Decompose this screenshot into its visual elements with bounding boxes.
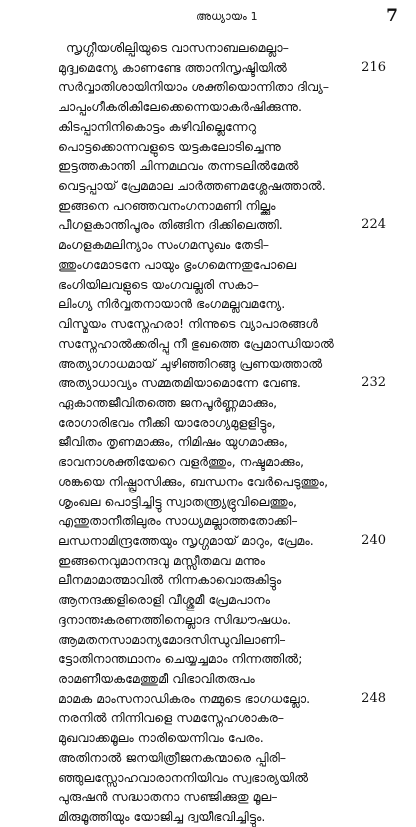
verse-line-text: രാമണീയകമേത്തുമീ വിഭാവിതരുപം — [58, 671, 255, 686]
verse-line — [0, 215, 416, 235]
verse-line-text: അത്യാധാവ്യം സമ്മതമിയാമൊന്നേ വേണ്ട. — [58, 375, 301, 391]
verse-line-text: മിരുമൂത്തിയും യോജിച്ച ദ്വയീഭവിച്ചിട്ടും. — [58, 809, 266, 825]
verse-line-text: ഏകാന്തജീവിതത്തെ ജനപൂർണ്ണമാക്കും, — [58, 394, 278, 410]
verse-line — [0, 708, 416, 728]
verse-line — [0, 373, 416, 393]
verse-line — [0, 137, 416, 157]
verse-line-text: ലന്ധനാമിന്ദ്രത്തേയും സൃഗ്ഗമായ് മാറും, പ്രേമം. — [58, 532, 314, 548]
verse-line-text: പൊട്ടക്കൊന്നവളുടെ യട്ടകലോടിച്ചെന്നു — [58, 138, 281, 154]
verse-line — [0, 334, 416, 354]
verse-line-text: കിടപ്പാനിനികൊട്ടം കഴിവില്ലെന്നേറു — [58, 118, 256, 134]
verse-line-text: രോഗാരിഭവം നീക്കി യാരോഗ്യമുളളിട്ടും, — [58, 414, 276, 430]
verse-line — [0, 669, 416, 689]
verse-line — [0, 570, 416, 590]
verse-line-text: ചാപ്പംഗീകരികിലേക്കെന്നെയാകർഷിക്കുന്നു. — [58, 99, 303, 115]
verse-body — [0, 38, 416, 827]
verse-line — [0, 97, 416, 117]
verse-line — [0, 196, 416, 216]
verse-line — [0, 294, 416, 314]
verse-line — [0, 748, 416, 768]
verse-line — [0, 689, 416, 709]
verse-line — [0, 58, 416, 78]
verse-line — [0, 768, 416, 788]
verse-line — [0, 314, 416, 334]
verse-line-text: ഞ്ഞുലസ്സോഹവാരാനനിയിവം സ്വഭാര്യയിൽ — [58, 769, 309, 785]
verse-line-text: എന്തുതാനീതിലുരം സാധ്യമല്ലാത്തതോക്കി– — [58, 513, 298, 529]
verse-line — [0, 728, 416, 748]
line-number: 224 — [361, 217, 386, 233]
verse-line — [0, 235, 416, 255]
verse-line-text: ഇട്ടത്തകാന്തി ചിന്നമഥവം തന്നടലിൽമേൽ — [58, 158, 299, 174]
verse-line-text: മുദ്ദ്വമെന്യേ കാണണ്ടേ ത്താനിസൃഷ്ടിയിൽ — [58, 59, 287, 75]
verse-line-text: ആമതനസാമാന്യമോദസിന്ധുവിലാണി– — [58, 631, 286, 647]
verse-line — [0, 275, 416, 295]
verse-line — [0, 38, 416, 58]
verse-line-text: മുഖവാക്കമൂലം നാരിയെന്നിവം പേരം. — [58, 730, 264, 746]
running-head: അധ്യായം 1 — [196, 10, 258, 23]
line-number: 216 — [361, 59, 386, 75]
verse-line-text: മാമക മാംസനാഡികരം നമ്മുടെ ഭാഗധല്ലോ. — [58, 690, 311, 706]
verse-line — [0, 117, 416, 137]
verse-line — [0, 255, 416, 275]
verse-line — [0, 630, 416, 650]
verse-line — [0, 590, 416, 610]
verse-line — [0, 787, 416, 807]
verse-line-text: ട്ടോതിനാന്തഥാനം ചെയ്യച്ചമാം നിന്നത്തിൽ; — [58, 651, 303, 667]
verse-line-text: സൃഗ്ഗീയശില്പിയുടെ വാസനാബലമെല്ലാ– — [66, 40, 289, 55]
verse-line-text: മംഗളകമലിന്യാം സംഗമസുഖം തേടി– — [58, 237, 270, 253]
verse-line — [0, 492, 416, 512]
verse-line — [0, 413, 416, 433]
verse-line-text: ദ്ദനാന്തഃകരണത്തിനെല്ലാദ സിദ്ധൗഷധം. — [58, 611, 292, 627]
page-header — [0, 6, 416, 28]
line-number: 232 — [361, 375, 386, 391]
verse-line — [0, 551, 416, 571]
verse-line — [0, 511, 416, 531]
verse-line-text: പീഗളകാന്തിപൂരം തിങ്ങിന ദിക്കിലെത്തി. — [58, 217, 283, 233]
verse-line-text: വെട്ടപ്പായ് പ്രേമമാല ചാർത്തണമശ്ലേഷത്താൽ. — [58, 178, 326, 194]
verse-line — [0, 77, 416, 97]
verse-line-text: സസ്നേഹാൽക്കരിപ്പു നീ ഭുഖത്തെ പ്രേമാന്ധിയാൽ — [58, 335, 334, 351]
verse-line-text: നരനിൽ നിന്നിവളെ സമസ്നേഹശാകര– — [58, 710, 285, 726]
verse-line-text: അതിനാൽ ജനയിത്രീജനകന്മാരെ പ്പിരി– — [58, 749, 287, 765]
verse-line — [0, 472, 416, 492]
verse-line-text: ലീനമാമാത്മാവിൽ നിന്നകാവൊരുകിട്ടും — [58, 572, 282, 588]
verse-line — [0, 531, 416, 551]
verse-line-text: ലിംഗ്യ നിർവ്വതനായാൻ ഭംഗമല്ലവമന്യേ. — [58, 296, 286, 312]
verse-line-text: ഇങ്ങനെ പറഞ്ഞവനംഗനാമണി നില്ക്കും — [58, 197, 276, 213]
page-number: 7 — [386, 6, 398, 26]
verse-line — [0, 432, 416, 452]
verse-line-text: ശൃംഖല പൊട്ടിച്ചിട്ടു സ്വാതന്ത്ര്യഭ്രുവിലെത്തും, — [58, 493, 298, 509]
verse-line — [0, 156, 416, 176]
verse-line-text: ഭാവനാശക്തിയേറെ വളർത്തും, നഷ്ടമാക്കും, — [58, 454, 304, 470]
verse-line — [0, 176, 416, 196]
verse-line — [0, 610, 416, 630]
verse-line-text: ഇങ്ങനെവുമാനന്ദവു മസ്സീതമവ മന്നും — [58, 552, 265, 568]
line-number: 240 — [361, 532, 386, 548]
verse-line-text: ശങ്കയെ നിഷ്പ്രാസിക്കും, ബന്ധനം വേർപെടുത്തും, — [58, 473, 329, 489]
verse-line-text: ത്തുംഗമോടനേ പായും ഭൃംഗമെന്നതുപോലെ — [58, 256, 297, 272]
line-number: 248 — [361, 690, 386, 706]
verse-line — [0, 452, 416, 472]
verse-line-text: ഭംഗിയിലവളുടെ യംഗവല്ലരി സകാ– — [58, 276, 259, 292]
verse-line — [0, 393, 416, 413]
verse-line-text: പുരുഷൻ സദ്ധാതനാ സഞ്ജിക്കുതു മൂല– — [58, 789, 278, 805]
verse-line-text: സർവ്വാതിശായിനിയാം ശക്തിയൊന്നിതാ ദിവ്യ– — [58, 79, 330, 95]
verse-line-text: ജീവിതം തൃണമാക്കും, നിമിഷം യുഗമാക്കും, — [58, 434, 288, 450]
verse-line-text: അത്യാഗാധമായ് ചുഴിഞ്ഞിറങ്ങു പ്രണയത്താൽ — [58, 355, 323, 371]
verse-line-text: ആനന്ദക്കളിരൊളി വീശ്ശുമീ പ്രേമപാനം — [58, 592, 270, 608]
verse-line — [0, 807, 416, 827]
verse-line — [0, 649, 416, 669]
verse-line — [0, 354, 416, 374]
verse-line-text: വിസ്മയം സസ്നേഹരാ! നിന്നുടെ വ്യാപാരങ്ങൾ — [58, 316, 319, 332]
